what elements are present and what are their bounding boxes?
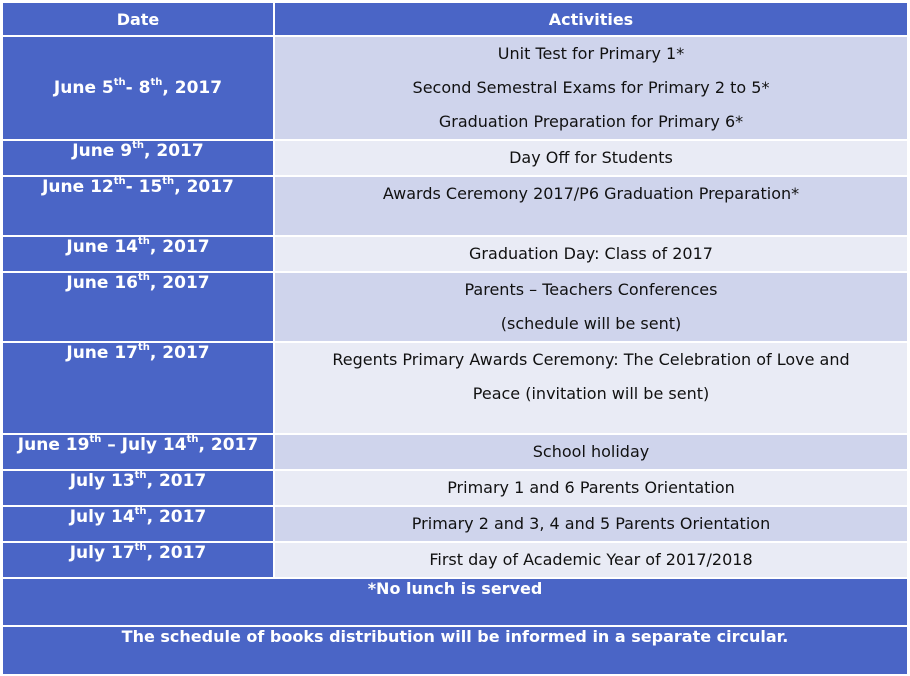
date-text: June 12 <box>42 177 114 197</box>
date-ordinal: th <box>138 272 150 283</box>
date-year: , 2017 <box>149 273 210 293</box>
activity-line: First day of Academic Year of 2017/2018 <box>429 550 753 569</box>
table-row <box>2 342 908 434</box>
activity-line: Second Semestral Exams for Primary 2 to 5* <box>412 78 770 97</box>
activity-line: (schedule will be sent) <box>500 314 682 333</box>
header-row <box>2 2 908 36</box>
date-ordinal: th <box>132 140 144 151</box>
date-year: , 2017 <box>144 141 204 161</box>
date-year: , 2017 <box>149 343 210 363</box>
date-ordinal: th <box>138 236 150 247</box>
table-row <box>2 506 908 542</box>
activity-cell <box>274 272 908 342</box>
activity-line: Primary 2 and 3, 4 and 5 Parents Orientation <box>411 514 771 533</box>
date-text: June 17 <box>66 343 139 363</box>
date-text: July 17 <box>69 543 135 563</box>
date-cell <box>2 342 274 434</box>
date-cell <box>2 470 274 506</box>
activity-cell <box>274 236 908 272</box>
activity-cell <box>274 470 908 506</box>
date-year: , 2017 <box>146 507 207 527</box>
activity-line: Parents – Teachers Conferences <box>464 280 718 299</box>
table-row <box>2 272 908 342</box>
date-text: June 5 <box>53 78 114 98</box>
date-text: June 9 <box>72 141 133 161</box>
date-year: , 2017 <box>174 177 234 197</box>
date-text: July 14 <box>69 507 135 527</box>
date-year: , 2017 <box>162 78 223 98</box>
activity-line: School holiday <box>532 442 650 461</box>
date-ordinal: th <box>113 77 126 88</box>
books-distribution-note: The schedule of books distribution will be informed in a separate circular. <box>2 626 908 675</box>
date-cell <box>2 236 274 272</box>
activity-cell <box>274 506 908 542</box>
date-ordinal: th <box>89 434 102 445</box>
date-year: , 2017 <box>198 435 259 455</box>
activities-column-header: Activities <box>274 2 908 36</box>
activity-line: Graduation Preparation for Primary 6* <box>438 112 744 131</box>
date-text: – July 14 <box>101 435 187 455</box>
activity-cell <box>274 434 908 470</box>
date-ordinal: th <box>162 176 175 187</box>
activity-line: Graduation Day: Class of 2017 <box>469 244 713 263</box>
activity-cell <box>274 342 908 434</box>
date-ordinal: th <box>134 542 147 553</box>
table-row <box>2 176 908 236</box>
date-ordinal: th <box>134 470 147 481</box>
schedule-table <box>1 1 909 676</box>
date-text: - 15 <box>125 177 163 197</box>
table-row <box>2 140 908 176</box>
activity-cell <box>274 140 908 176</box>
activity-line: Awards Ceremony 2017/P6 Graduation Preparation* <box>382 184 800 203</box>
activity-line: Peace (invitation will be sent) <box>472 384 710 403</box>
date-cell <box>2 434 274 470</box>
table-row <box>2 470 908 506</box>
activity-cell <box>274 36 908 140</box>
date-cell <box>2 542 274 578</box>
date-cell <box>2 36 274 140</box>
date-cell <box>2 272 274 342</box>
date-text: June 16 <box>66 273 139 293</box>
table-row <box>2 36 908 140</box>
date-ordinal: th <box>134 506 147 517</box>
date-ordinal: th <box>138 342 150 353</box>
date-text: July 13 <box>69 471 135 491</box>
activity-line: Regents Primary Awards Ceremony: The Celebration of Love and <box>332 350 850 369</box>
date-text: June 19 <box>17 435 90 455</box>
table-row <box>2 236 908 272</box>
date-column-header: Date <box>2 2 274 36</box>
date-year: , 2017 <box>149 237 210 257</box>
date-ordinal: th <box>150 77 163 88</box>
activity-cell <box>274 176 908 236</box>
activity-line: Primary 1 and 6 Parents Orientation <box>447 478 735 497</box>
table-row <box>2 434 908 470</box>
date-cell <box>2 176 274 236</box>
date-text: June 14 <box>66 237 139 257</box>
activity-line: Unit Test for Primary 1* <box>497 44 685 63</box>
activity-line: Day Off for Students <box>509 148 673 167</box>
books-note-row <box>2 626 908 675</box>
date-cell <box>2 506 274 542</box>
date-ordinal: th <box>186 434 199 445</box>
date-text: - 8 <box>125 78 151 98</box>
table-row <box>2 542 908 578</box>
lunch-note-row <box>2 578 908 626</box>
date-year: , 2017 <box>146 543 207 563</box>
date-cell <box>2 140 274 176</box>
lunch-note: *No lunch is served <box>2 578 908 626</box>
activity-cell <box>274 542 908 578</box>
date-year: , 2017 <box>146 471 207 491</box>
date-ordinal: th <box>113 176 126 187</box>
